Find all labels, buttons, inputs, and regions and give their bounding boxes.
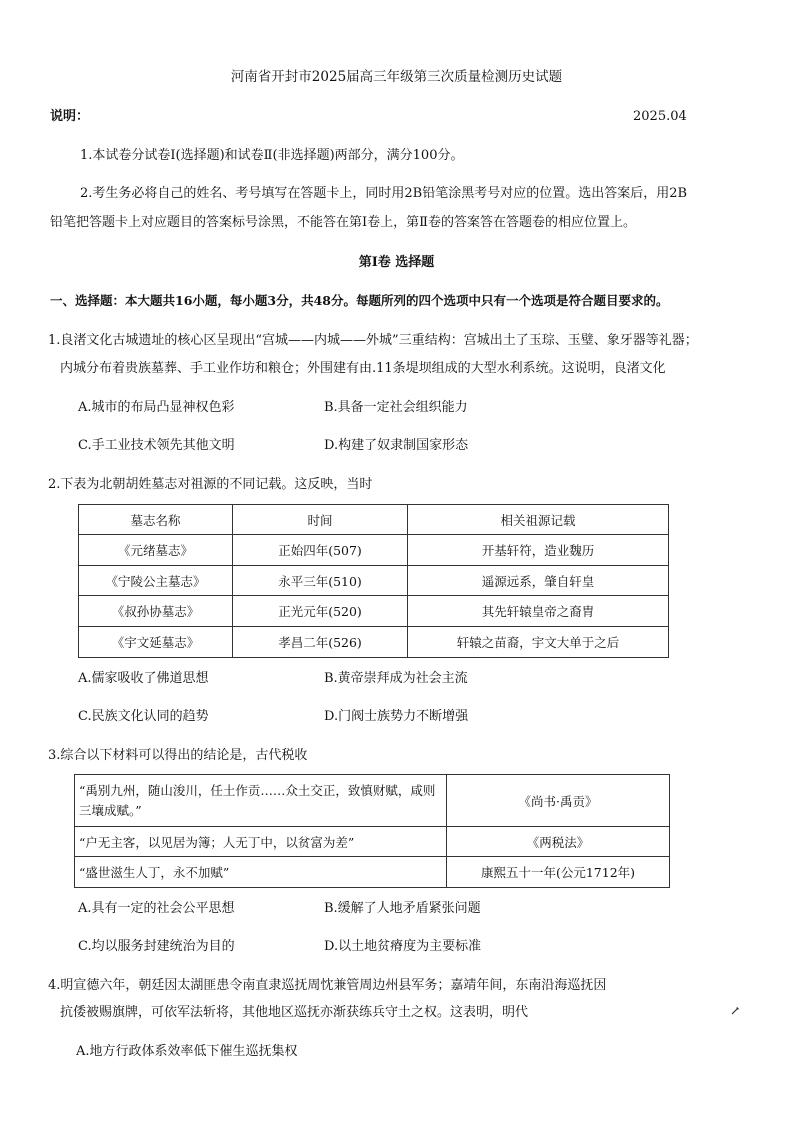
q1-stem-line-1: 1.良渚文化古城遗址的核心区呈现出“宫城——内城——外城”三重结构：宫城出土了玉琮、玉璧、象牙器等礼器；: [48, 333, 698, 348]
q3-quote: “户无主客，以见居为簿；人无丁中，以贫富为差”: [75, 827, 447, 857]
q3-option-c: C.均以服务封建统治为目的: [78, 939, 235, 954]
q2-cell: 正光元年(520): [233, 596, 408, 627]
q2-cell: 《宇文延墓志》: [79, 627, 233, 658]
q2-header-time: 时间: [233, 505, 408, 535]
q3-source: 《两税法》: [447, 827, 670, 857]
note-label: 说明：: [50, 109, 90, 124]
table-row: [75, 775, 670, 827]
table-row: [75, 857, 670, 888]
q2-option-c: C.民族文化认同的趋势: [78, 709, 209, 724]
q2-header-name: 墓志名称: [79, 505, 233, 535]
section-title: 第Ⅰ卷 选择题: [358, 255, 435, 270]
q3-option-d: D.以土地贫瘠度为主要标准: [324, 939, 482, 954]
q3-source: 康熙五十一年(公元1712年): [447, 857, 670, 888]
q3-quote: “盛世滋生人丁，永不加赋”: [75, 857, 447, 888]
q2-cell: 其先轩辕皇帝之裔胄: [408, 596, 669, 627]
instruction-1: 1.本试卷分试卷Ⅰ(选择题)和试卷Ⅱ(非选择题)两部分，满分100分。: [80, 148, 464, 163]
q2-option-a: A.儒家吸收了佛道思想: [78, 671, 209, 686]
instruction-2-cont: 铅笔把答题卡上对应题目的答案标号涂黑，不能答在第Ⅰ卷上，第Ⅱ卷的答案答在答题卷的相应位置上。: [50, 215, 636, 230]
pen-mark-icon: [730, 1006, 740, 1016]
q2-table: [78, 504, 669, 658]
table-row: [79, 596, 669, 627]
table-row: [75, 827, 670, 857]
exam-date: 2025.04: [633, 109, 687, 124]
instruction-2: 2.考生务必将自己的姓名、考号填写在答题卡上，同时用2B铅笔涂黑考号对应的位置。选出答案后，用2B: [80, 186, 688, 201]
q2-cell: 《元绪墓志》: [79, 535, 233, 566]
section-intro: 一、选择题：本大题共16小题，每小题3分，共48分。每题所列的四个选项中只有一个选项是符合题目要求的。: [50, 293, 669, 308]
table-row: [79, 566, 669, 596]
q4-stem-line-2: 抗倭被赐旗牌，可依军法斩将，其他地区巡抚亦渐获练兵守土之权。这表明，明代: [60, 1005, 529, 1020]
q2-cell: 开基轩符，造业魏历: [408, 535, 669, 566]
q1-option-b: B.具备一定社会组织能力: [324, 400, 468, 415]
q2-cell: 永平三年(510): [233, 566, 408, 596]
q1-stem-line-2: 内城分布着贵族墓葬、手工业作坊和粮仓；外围建有由.11条堤坝组成的大型水利系统。这说明，良渚文化: [60, 361, 666, 376]
q3-quote: “禹别九州，随山浚川，任土作贡……众土交正，致慎财赋，咸则三壤成赋。”: [75, 775, 447, 827]
q3-table: [74, 774, 670, 888]
q2-header-record: 相关祖源记载: [408, 505, 669, 535]
q3-option-a: A.具有一定的社会公平思想: [78, 901, 235, 916]
q2-cell: 轩辕之苗裔，宇文大单于之后: [408, 627, 669, 658]
q4-option-a: A.地方行政体系效率低下催生巡抚集权: [76, 1044, 298, 1059]
q2-cell: 《叔孙协墓志》: [79, 596, 233, 627]
q1-option-a: A.城市的布局凸显神权色彩: [78, 400, 235, 415]
q3-source: 《尚书·禹贡》: [447, 775, 670, 827]
q2-cell: 孝昌二年(526): [233, 627, 408, 658]
q2-cell: 《宁陵公主墓志》: [79, 566, 233, 596]
q2-cell: 遥源远系，肇自轩皇: [408, 566, 669, 596]
q2-stem: 2.下表为北朝胡姓墓志对祖源的不同记载。这反映，当时: [48, 477, 373, 492]
q2-cell: 正始四年(507): [233, 535, 408, 566]
q2-option-b: B.黄帝崇拜成为社会主流: [324, 671, 468, 686]
page-title: 河南省开封市2025届高三年级第三次质量检测历史试题: [230, 69, 563, 85]
q3-stem: 3.综合以下材料可以得出的结论是，古代税收: [48, 748, 308, 763]
q2-option-d: D.门阀士族势力不断增强: [324, 709, 469, 724]
q1-option-d: D.构建了奴隶制国家形态: [324, 438, 469, 453]
table-row: [79, 627, 669, 658]
q4-stem-line-1: 4.明宣德六年，朝廷因太湖匪患令南直隶巡抚周忱兼管周边州县军务；嘉靖年间，东南沿海巡抚因: [48, 978, 607, 993]
q1-option-c: C.手工业技术领先其他文明: [78, 438, 235, 453]
table-row: [79, 535, 669, 566]
q3-option-b: B.缓解了人地矛盾紧张问题: [324, 901, 481, 916]
